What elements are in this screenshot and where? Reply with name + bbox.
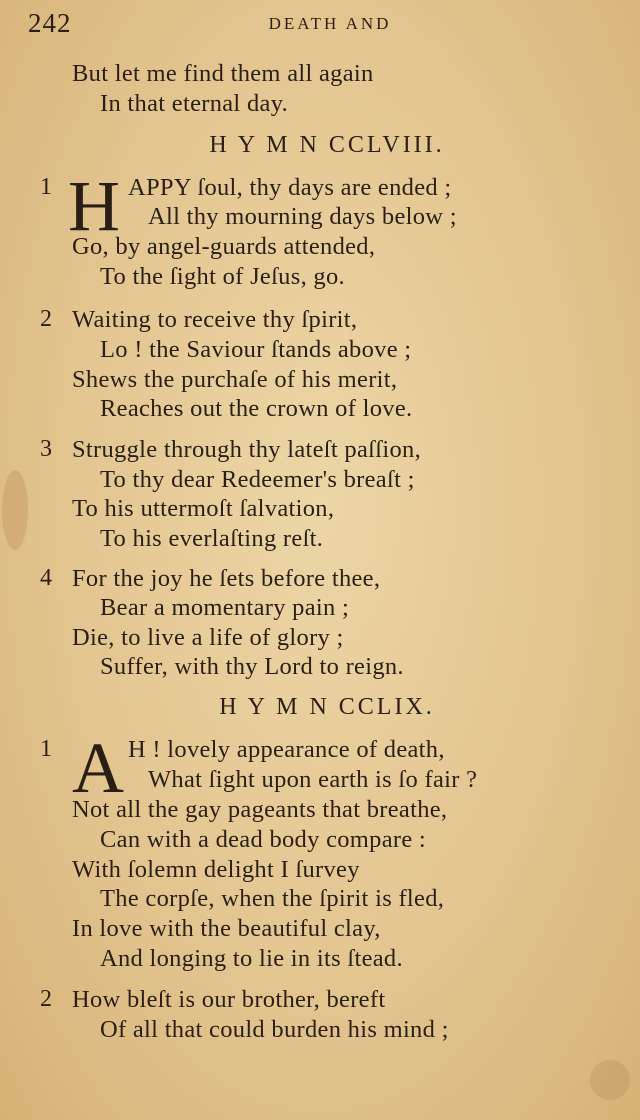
- page-number: 242: [28, 8, 72, 38]
- verse-line: Bear a momentary pain ;: [100, 594, 350, 621]
- verse-line: H ! lovely appearance of death,: [128, 736, 445, 763]
- verse-line: The corpſe, when the ſpirit is fled,: [100, 885, 445, 912]
- verse-number: 2: [40, 986, 52, 1012]
- paper-stain: [590, 1060, 630, 1100]
- verse-number: 1: [40, 736, 52, 762]
- verse-number: 2: [40, 306, 52, 332]
- verse-line: Of all that could burden his mind ;: [100, 1016, 449, 1043]
- verse-line: Suffer, with thy Lord to reign.: [100, 653, 404, 680]
- verse-line: Lo ! the Saviour ſtands above ;: [100, 336, 412, 363]
- verse-number: 4: [40, 565, 52, 591]
- verse-line: To the ſight of Jeſus, go.: [100, 263, 345, 290]
- verse-line: For the joy he ſets before thee,: [72, 565, 381, 592]
- verse-line: Can with a dead body compare :: [100, 826, 427, 853]
- verse-line: How bleſt is our brother, bereft: [72, 986, 386, 1013]
- running-head: DEATH AND: [268, 14, 392, 33]
- page-header: [0, 8, 640, 44]
- verse-line: Die, to live a life of glory ;: [72, 624, 344, 651]
- hymn-title: H Y M N CCLVIII.: [209, 132, 445, 158]
- verse-line: To thy dear Redeemer's breaſt ;: [100, 466, 415, 493]
- paper-stain: [2, 470, 28, 550]
- verse-line: In that eternal day.: [100, 90, 289, 117]
- verse-line: Waiting to receive thy ſpirit,: [72, 306, 358, 333]
- verse-line: But let me find them all again: [72, 60, 374, 87]
- verse-line: With ſolemn delight I ſurvey: [72, 856, 360, 883]
- verse-number: 3: [40, 436, 52, 462]
- verse-number: 1: [40, 174, 52, 200]
- verse-line: In love with the beautiful clay,: [72, 915, 381, 942]
- verse-line: Reaches out the crown of love.: [100, 395, 413, 422]
- verse-line: Struggle through thy lateſt paſſion,: [72, 436, 421, 463]
- verse-line: And longing to lie in its ſtead.: [100, 945, 403, 972]
- verse-line: To his uttermoſt ſalvation,: [72, 495, 335, 522]
- verse-line: To his everlaſting reſt.: [100, 525, 324, 552]
- verse-line: All thy mourning days below ;: [148, 203, 457, 230]
- verse-line: Go, by angel-guards attended,: [72, 233, 376, 260]
- drop-cap: A: [72, 728, 124, 808]
- verse-line: Shews the purchaſe of his merit,: [72, 366, 398, 393]
- drop-cap: H: [68, 166, 120, 246]
- verse-line: APPY ſoul, thy days are ended ;: [128, 174, 452, 201]
- verse-line: What ſight upon earth is ſo fair ?: [148, 766, 478, 793]
- hymn-title: H Y M N CCLIX.: [219, 694, 435, 720]
- verse-line: Not all the gay pageants that breathe,: [72, 796, 448, 823]
